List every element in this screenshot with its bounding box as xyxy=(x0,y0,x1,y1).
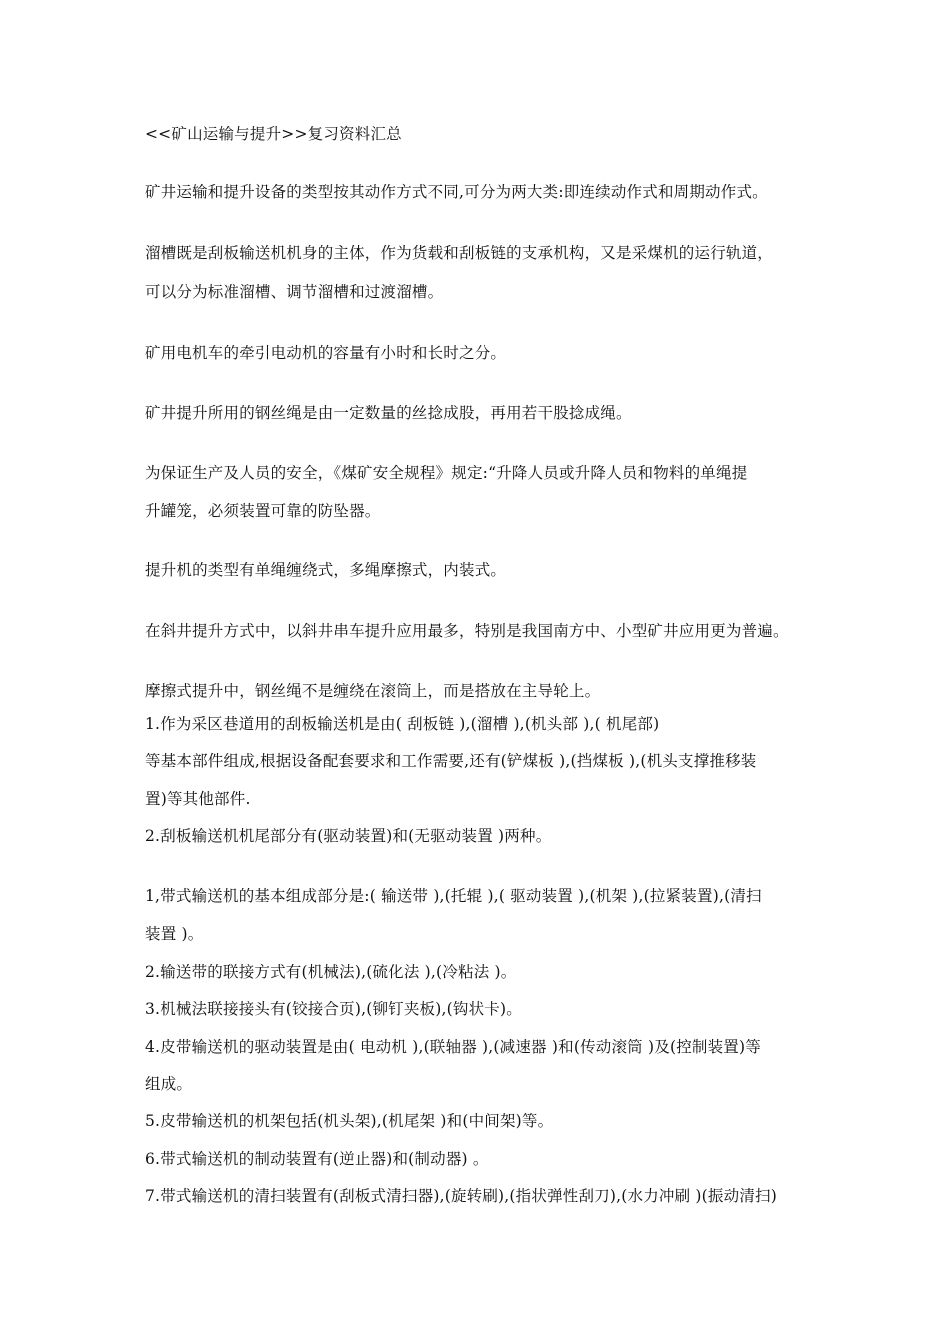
paragraph-line: 在斜井提升方式中，以斜井串车提升应用最多，特别是我国南方中、小型矿井应用更为普遍。 xyxy=(145,622,789,640)
list-item: 4.皮带输送机的驱动装置是由( 电动机 ),(联轴器 ),(减速器 )和(传动滚筒 )及(控制装置)等 xyxy=(145,1038,761,1056)
list-item: 1.作为采区巷道用的刮板输送机是由( 刮板链 ),(溜槽 ),(机头部 ),( 机尾部) xyxy=(145,715,660,733)
list-item: 装置 )。 xyxy=(145,925,204,943)
list-item: 等基本部件组成,根据设备配套要求和工作需要,还有(铲煤板 ),(挡煤板 ),(机头支撑推移装 xyxy=(145,752,757,770)
paragraph-line: 摩擦式提升中，钢丝绳不是缠绕在滚筒上，而是搭放在主导轮上。 xyxy=(145,682,601,700)
paragraph-line: 矿用电机车的牵引电动机的容量有小时和长时之分。 xyxy=(145,344,507,362)
paragraph-line: 提升机的类型有单绳缠绕式，多绳摩擦式，内装式。 xyxy=(145,561,507,579)
list-item: 3.机械法联接接头有(铰接合页),(铆钉夹板),(钩状卡)。 xyxy=(145,1000,522,1018)
paragraph-line: 为保证生产及人员的安全，《煤矿安全规程》规定:“升降人员或升降人员和物料的单绳提 xyxy=(145,464,748,482)
list-item: 置)等其他部件. xyxy=(145,790,251,808)
paragraph-line: 矿井运输和提升设备的类型按其动作方式不同,可分为两大类:即连续动作式和周期动作式。 xyxy=(145,183,768,201)
paragraph-line: 升罐笼，必须装置可靠的防坠器。 xyxy=(145,502,381,520)
list-item: 1,带式输送机的基本组成部分是:( 输送带 ),(托辊 ),( 驱动装置 ),(机架 ),(拉紧装置),(清扫 xyxy=(145,887,762,905)
document-title: <<矿山运输与提升>>复习资料汇总 xyxy=(145,125,402,143)
paragraph-line: 可以分为标准溜槽、调节溜槽和过渡溜槽。 xyxy=(145,283,444,301)
list-item: 2.刮板输送机机尾部分有(驱动装置)和(无驱动装置 )两种。 xyxy=(145,827,552,845)
list-item: 7.带式输送机的清扫装置有(刮板式清扫器),(旋转刷),(指状弹性刮刀),(水力冲刷 )(振动清扫) xyxy=(145,1187,777,1205)
list-item: 组成。 xyxy=(145,1075,193,1093)
list-item: 5.皮带输送机的机架包括(机头架),(机尾架 )和(中间架)等。 xyxy=(145,1112,554,1130)
paragraph-line: 矿井提升所用的钢丝绳是由一定数量的丝捻成股，再用若干股捻成绳。 xyxy=(145,404,632,422)
list-item: 2.输送带的联接方式有(机械法),(硫化法 ),(冷粘法 )。 xyxy=(145,963,517,981)
paragraph-line: 溜槽既是刮板输送机机身的主体，作为货载和刮板链的支承机构，又是采煤机的运行轨道， xyxy=(145,244,774,262)
list-item: 6.带式输送机的制动装置有(逆止器)和(制动器) 。 xyxy=(145,1150,489,1168)
